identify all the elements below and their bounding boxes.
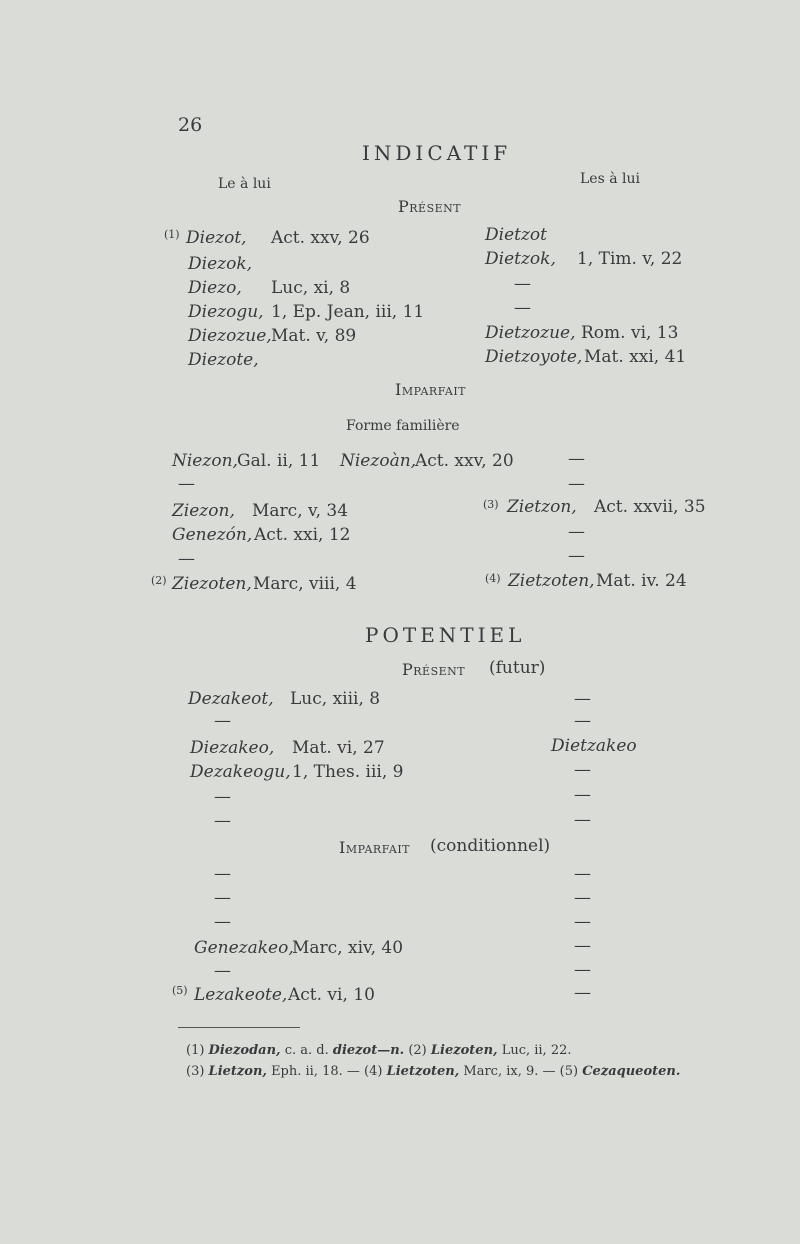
dash: — xyxy=(214,888,231,908)
footnote-text: c. a. d. xyxy=(280,1043,333,1058)
footnote-term: diezot—n. xyxy=(332,1043,405,1058)
footnote-text: (2) xyxy=(404,1043,431,1058)
dash: — xyxy=(214,787,231,807)
reference: Mat. vi, 27 xyxy=(292,738,385,758)
dash: — xyxy=(214,864,231,884)
footnote-marker: (2) xyxy=(151,574,167,587)
verb-form-plural: Zietzoten, xyxy=(508,571,595,591)
verb-form: Diezogu, xyxy=(188,302,264,322)
reference-plural: Rom. vi, 13 xyxy=(581,323,679,343)
dash: — xyxy=(574,864,591,884)
reference: Marc, viii, 4 xyxy=(253,574,357,594)
dash: — xyxy=(574,760,591,780)
reference-plural: Mat. xxi, 41 xyxy=(584,347,687,367)
verb-form: Diezote, xyxy=(188,350,259,370)
dash: — xyxy=(568,546,585,566)
column-label-right: Les à lui xyxy=(580,171,640,187)
footnote-line-1 xyxy=(186,1044,572,1057)
reference: Act. xxv, 20 xyxy=(415,451,514,471)
footnote-term: Lietzoten, xyxy=(386,1064,460,1079)
reference: Act. xxv, 26 xyxy=(271,228,370,248)
reference: 1, Thes. iii, 9 xyxy=(292,762,404,782)
subheading-forme-familiere: Forme familière xyxy=(346,418,460,434)
verb-form: Diezakeo, xyxy=(190,738,275,758)
verb-form-plural: Dietzot xyxy=(485,225,547,245)
verb-form: Ziezoten, xyxy=(172,574,252,594)
footnote-marker: (1) xyxy=(164,228,180,241)
verb-form-plural: Dietzakeo xyxy=(551,736,637,756)
footnote-term: Cezaqueoten. xyxy=(582,1064,681,1079)
dash: — xyxy=(574,912,591,932)
subheading-imparfait: Imparfait xyxy=(339,838,411,857)
verb-form-plural: Dietzok, xyxy=(485,249,556,269)
reference: Gal. ii, 11 xyxy=(237,451,321,471)
footnote-text: (3) xyxy=(186,1064,209,1079)
reference-plural: Mat. iv. 24 xyxy=(596,571,687,591)
verb-form: Niezon, xyxy=(172,451,238,471)
verb-form: Genezakeo, xyxy=(194,938,294,958)
dash: — xyxy=(574,983,591,1003)
dash: — xyxy=(178,474,195,494)
reference: Luc, xiii, 8 xyxy=(290,689,381,709)
column-label-left: Le à lui xyxy=(218,176,271,192)
section-title-potentiel: POTENTIEL xyxy=(365,623,526,647)
footnote-term: Diezodan, xyxy=(208,1043,281,1058)
verb-form: Ziezon, xyxy=(172,501,235,521)
section-title-indicatif: INDICATIF xyxy=(362,141,512,165)
verb-form: Diezot, xyxy=(186,228,247,248)
dash: — xyxy=(214,912,231,932)
footnote-marker: (5) xyxy=(172,984,188,997)
dash: — xyxy=(514,274,531,294)
footnote-line-2 xyxy=(186,1065,680,1078)
subheading-note: (futur) xyxy=(489,658,546,678)
reference: Act. xxi, 12 xyxy=(254,525,351,545)
dash: — xyxy=(574,888,591,908)
dash: — xyxy=(568,522,585,542)
verb-form: Dezakeot, xyxy=(188,689,274,709)
footnote-text: Luc, ii, 22. xyxy=(497,1043,572,1058)
dash: — xyxy=(214,811,231,831)
subheading-note: (conditionnel) xyxy=(430,836,551,856)
verb-form: Lezakeote, xyxy=(194,985,288,1005)
reference: 1, Ep. Jean, iii, 11 xyxy=(271,302,425,322)
dash: — xyxy=(574,960,591,980)
verb-form-plural: Zietzon, xyxy=(507,497,577,517)
dash: — xyxy=(568,449,585,469)
subheading-present: Présent xyxy=(398,197,462,216)
footnote-term: Liezoten, xyxy=(430,1043,498,1058)
dash: — xyxy=(574,711,591,731)
footnote-text: Eph. ii, 18. — (4) xyxy=(266,1064,387,1079)
verb-form: Diezo, xyxy=(188,278,242,298)
dash: — xyxy=(568,474,585,494)
reference: Act. vi, 10 xyxy=(288,985,375,1005)
dash: — xyxy=(574,936,591,956)
verb-form: Niezoàn, xyxy=(340,451,417,471)
footnote-marker: (4) xyxy=(485,572,501,585)
verb-form: Diezozue, xyxy=(188,326,272,346)
reference: Marc, xiv, 40 xyxy=(292,938,404,958)
footnote-marker: (3) xyxy=(483,498,499,511)
reference: Mat. v, 89 xyxy=(271,326,357,346)
dash: — xyxy=(214,711,231,731)
reference: Marc, v, 34 xyxy=(252,501,349,521)
dash: — xyxy=(214,961,231,981)
verb-form-plural: Dietzoyote, xyxy=(485,347,583,367)
footnote-text: Marc, ix, 9. — (5) xyxy=(459,1064,583,1079)
verb-form: Genezón, xyxy=(172,525,253,545)
page-number: 26 xyxy=(178,114,203,136)
dash: — xyxy=(574,689,591,709)
footnote-divider xyxy=(178,1027,300,1028)
verb-form: Diezok, xyxy=(188,254,253,274)
dash: — xyxy=(574,810,591,830)
reference-plural: 1, Tim. v, 22 xyxy=(577,249,683,269)
reference: Luc, xi, 8 xyxy=(271,278,351,298)
dash: — xyxy=(574,785,591,805)
footnote-text: (1) xyxy=(186,1043,209,1058)
subheading-present: Présent xyxy=(402,660,466,679)
dash: — xyxy=(178,549,195,569)
verb-form: Dezakeogu, xyxy=(190,762,291,782)
footnote-term: Lietzon, xyxy=(208,1064,267,1079)
verb-form-plural: Dietzozue, xyxy=(485,323,576,343)
subheading-imparfait: Imparfait xyxy=(395,380,467,399)
dash: — xyxy=(514,298,531,318)
reference-plural: Act. xxvii, 35 xyxy=(594,497,706,517)
